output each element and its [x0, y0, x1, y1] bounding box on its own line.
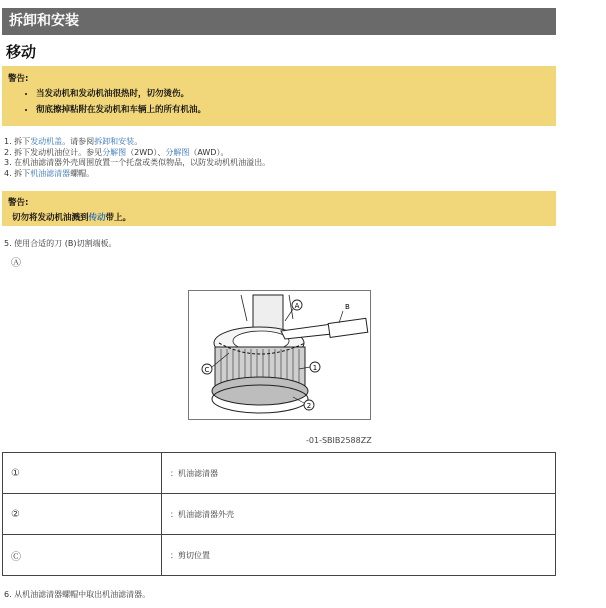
link-oil-filter[interactable]: 机油滤清器 — [30, 168, 71, 178]
step-text: （AWD）。 — [189, 147, 229, 157]
step-text: 。 — [134, 137, 143, 146]
step-text: （2WD）、 — [126, 147, 166, 157]
label-a: A — [294, 302, 300, 310]
link-exploded-view-awd[interactable]: 分解图 — [165, 147, 190, 157]
step-6: 6. 从机油滤清器螺帽中取出机油滤清器。 — [4, 590, 151, 599]
warning-item: • 彻底擦掉粘附在发动机和车辆上的所有机油。 — [36, 103, 550, 115]
label-c: C — [204, 366, 210, 374]
label-b: B — [345, 303, 350, 311]
table-row — [3, 494, 556, 535]
legend-text: ：剪切位置 — [162, 535, 556, 576]
illustration-svg — [189, 291, 370, 419]
warning-text — [8, 211, 550, 223]
warning-box-1 — [2, 66, 556, 126]
figure-caption: -01-SBIB2588ZZ — [306, 436, 372, 445]
legend-text: ：机油滤清器 — [162, 453, 556, 494]
step-text: 1. 拆下 — [4, 137, 31, 146]
legend-text: ：机油滤清器外壳 — [162, 494, 556, 535]
table-row — [3, 453, 556, 494]
step-text: 4. 拆下 — [4, 168, 31, 178]
step-2 — [4, 148, 270, 159]
page-title-bar — [2, 8, 556, 35]
link-removal-install[interactable]: 拆卸和安装 — [94, 137, 135, 146]
table-row — [3, 535, 556, 576]
warning-box-2 — [2, 191, 556, 226]
legend-symbol: Ⓒ — [3, 535, 162, 576]
section-title: 移动 — [6, 43, 37, 61]
warning-head: 警告: — [8, 74, 29, 84]
legend-symbol: ② — [3, 494, 162, 535]
link-engine-cover[interactable]: 发动机盖 — [30, 137, 63, 146]
step-1 — [4, 137, 270, 148]
warning-list — [8, 87, 550, 115]
step-text: 螺帽。 — [70, 168, 95, 178]
oil-filter-illustration — [188, 290, 371, 420]
legend-symbol: ① — [3, 453, 162, 494]
step-text: 。请参阅 — [62, 137, 95, 146]
link-drive-belt[interactable]: 传动 — [88, 213, 106, 223]
warning-text-part: 带上。 — [105, 213, 132, 223]
link-exploded-view-2wd[interactable]: 分解图 — [102, 147, 127, 157]
step-4 — [4, 169, 270, 180]
legend-table — [2, 452, 556, 576]
page-title: 拆卸和安装 — [9, 13, 79, 29]
steps-list — [4, 137, 270, 179]
step-text: 2. 拆下发动机油位计。参见 — [4, 147, 103, 157]
step-5: 5. 使用合适的刀 (B)切割端板。 — [4, 239, 117, 248]
warning-text-part: 切勿将发动机油溅到 — [12, 213, 89, 223]
warning-head: 警告: — [8, 198, 29, 208]
label-1: 1 — [312, 364, 318, 372]
step-3: 3. 在机油滤清器外壳周围放置一个托盘或类似物品，以防发动机机油溢出。 — [4, 158, 271, 168]
label-2: 2 — [306, 402, 312, 410]
figure-circled-a: Ⓐ — [11, 258, 21, 269]
warning-item: • 当发动机和发动机油很热时，切勿烫伤。 — [36, 87, 550, 99]
